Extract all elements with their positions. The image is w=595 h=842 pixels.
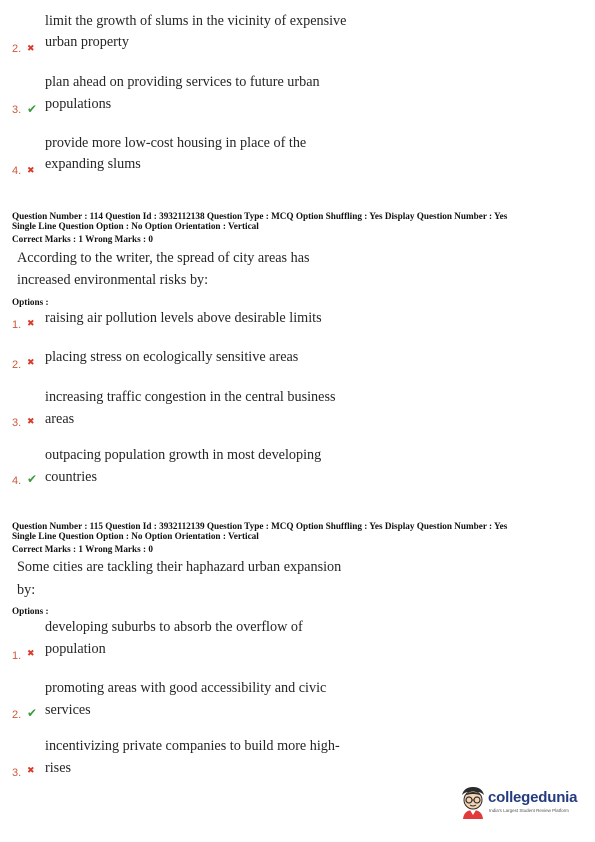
cross-icon: ✖ <box>27 766 35 776</box>
question-marks: Correct Marks : 1 Wrong Marks : 0 <box>12 234 153 244</box>
question-meta-line: Single Line Question Option : No Option Orientation : Vertical <box>12 531 259 541</box>
option-text: population <box>45 641 106 657</box>
question-header <box>12 521 587 554</box>
option-text: incentivizing private companies to build more high- <box>45 738 340 754</box>
student-mascot-icon <box>458 785 488 821</box>
option-text: placing stress on ecologically sensitive areas <box>45 349 299 365</box>
brand-name: collegedunia <box>488 789 578 806</box>
option-number: 2. <box>12 709 22 721</box>
cross-icon: ✖ <box>27 166 35 176</box>
brand-tagline: India's Largest Student Review Platform <box>489 808 569 813</box>
option-text: services <box>45 702 91 718</box>
check-icon: ✔ <box>27 102 38 116</box>
option-text: outpacing population growth in most developing <box>45 447 322 463</box>
option-text: rises <box>45 760 72 776</box>
option-text: expanding slums <box>45 156 141 172</box>
option-number: 3. <box>12 417 22 429</box>
cross-icon: ✖ <box>27 649 35 659</box>
question-meta-line: Question Number : 114 Question Id : 3932112138 Question Type : MCQ Option Shuffling : Yes Display Question Number : Yes <box>12 211 508 221</box>
cross-icon: ✖ <box>27 319 35 329</box>
option-number: 1. <box>12 319 22 331</box>
option-number: 4. <box>12 475 22 487</box>
option-text: developing suburbs to absorb the overflow of <box>45 619 303 635</box>
option-text: increasing traffic congestion in the central business <box>45 389 336 405</box>
option-text: limit the growth of slums in the vicinity of expensive <box>45 13 347 29</box>
collegedunia-logo <box>458 785 588 825</box>
question-text: Some cities are tackling their haphazard urban expansion <box>17 559 342 575</box>
question-text: by: <box>17 582 36 598</box>
option-text: countries <box>45 469 98 485</box>
options-label: Options : <box>12 297 49 307</box>
options-label: Options : <box>12 606 49 616</box>
question-header <box>12 211 587 244</box>
question-text: According to the writer, the spread of city areas has <box>17 250 310 266</box>
question-meta-line: Single Line Question Option : No Option Orientation : Vertical <box>12 221 259 231</box>
option-text: provide more low-cost housing in place of the <box>45 135 307 151</box>
question-text: increased environmental risks by: <box>17 272 209 288</box>
option-text: areas <box>45 411 75 427</box>
cross-icon: ✖ <box>27 417 35 427</box>
option-number: 3. <box>12 104 22 116</box>
check-icon: ✔ <box>27 706 38 720</box>
cross-icon: ✖ <box>27 358 35 368</box>
check-icon: ✔ <box>27 472 38 486</box>
option-text: populations <box>45 96 112 112</box>
option-text: raising air pollution levels above desirable limits <box>45 310 322 326</box>
question-marks: Correct Marks : 1 Wrong Marks : 0 <box>12 544 153 554</box>
option-text: promoting areas with good accessibility and civic <box>45 680 327 696</box>
option-number: 2. <box>12 43 22 55</box>
question-meta-line: Question Number : 115 Question Id : 3932112139 Question Type : MCQ Option Shuffling : Yes Display Question Number : Yes <box>12 521 508 531</box>
option-number: 1. <box>12 650 22 662</box>
option-number: 2. <box>12 359 22 371</box>
option-number: 3. <box>12 767 22 779</box>
option-number: 4. <box>12 165 22 177</box>
option-text: plan ahead on providing services to future urban <box>45 74 320 90</box>
cross-icon: ✖ <box>27 44 35 54</box>
option-text: urban property <box>45 34 129 50</box>
